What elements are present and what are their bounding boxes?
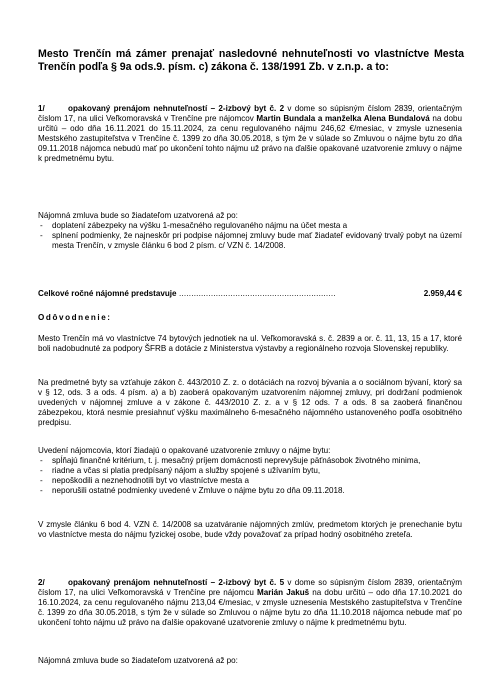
justification-p3-item: - neporušili ostatné podmienky uvedené v Zmluve o nájme bytu zo dňa 09.11.2018. — [52, 486, 462, 496]
justification-paragraph-3 — [38, 446, 462, 496]
item-1-number: 1/ — [38, 104, 45, 113]
justification-paragraph-4: V zmysle článku 6 bod 4. VZN č. 14/2008 sa uzatváranie nájomných zmlúv, predmetom ktorých je prenechanie bytu vo vlastníctve mesta do nájmu fyzickej osobe, bude vždy považovať za prípad hodný osobitného zreteľa. — [38, 520, 462, 540]
item-2-title: opakovaný prenájom nehnuteľností – 2-izbový byt č. 5 — [68, 578, 285, 587]
item-1-tenants: Martin Bundala a manželka Alena Bundalová — [256, 114, 430, 124]
item-2-number: 2/ — [38, 578, 45, 587]
item-1-total-label: Celkové ročné nájomné predstavuje — [38, 289, 177, 298]
justification-p3-item: - riadne a včas si platia predpísaný nájom a služby spojené s užívaním bytu, — [52, 466, 462, 476]
item-1-condition: - splnení podmienky, že najneskôr pri podpise nájomnej zmluvy bude mať žiadateľ evidovaný trvalý pobyt na území mesta Trenčín, v zmysle článku 6 bod 2 písm. c/ VZN č. 14/2008. — [52, 231, 462, 251]
justification-p3-intro: Uvedení nájomcovia, ktorí žiadajú o opakované uzatvorenie zmluvy o nájme bytu: — [38, 446, 331, 455]
justification-p3-item: - spĺňajú finančné kritérium, t. j. mesačný príjem domácnosti neprevyšuje päťnásobok životného minima, — [52, 456, 462, 466]
item-1-condition: - doplatení zábezpeky na výšku 1-mesačného regulovaného nájmu na účet mesta a — [52, 221, 462, 231]
item-1-text-b: na dobu určitú – odo dňa 16.11.2021 do 15.11.2024, za cenu regulovaného nájmu 246,62 €/mesiac, v zmysle uznesenia Mestského zastupiteľstva v Trenčíne č. 1399 zo dňa 30.05.2018, s tým že v súlade so Zmluvou o nájme bytu zo dňa 09.11.2018 nájomca nebudú mať po ukončení tohto nájmu už právo na ďalšie opakované uzatvorenie zmluvy o nájme k predmetnému bytu. — [38, 114, 462, 164]
item-2-conditions-intro: Nájomná zmluva bude so žiadateľom uzatvorená až po: — [38, 656, 238, 665]
item-2-tenant: Marián Jakuš — [257, 588, 310, 598]
document-heading: Mesto Trenčín má zámer prenajať nasledovné nehnuteľnosti vo vlastníctve Mesta Trenčín podľa § 9a ods.9. písm. c) zákona č. 138/1991 Zb. v z.n.p. a to: — [38, 48, 464, 73]
item-2-text-a: v dome so súpisným číslom 2839, orientačným číslom 17, na ulici Veľkomoravská v Trenčíne pre nájomcu — [38, 578, 462, 598]
justification-paragraph-1: Mesto Trenčín má vo vlastníctve 74 bytových jednotiek na ul. Veľkomoravská s. č. 2839 a or. č. 11, 13, 15 a 17, ktoré boli nadobudnuté za podpory ŠFRB a dotácie z Ministerstva výstavby a regionálneho rozvoja Slovenskej republiky. — [38, 334, 462, 354]
item-2-paragraph — [38, 578, 462, 628]
item-2-text-b: na dobu určitú – odo dňa 17.10.2021 do 16.10.2024, za cenu regulovaného nájmu 213,04 €/mesiac, v zmysle uznesenia Mestského zastupiteľstva v Trenčíne č. 1399 zo dňa 30.05.2018, s tým že v súlade so Zmluvou o nájme bytu zo dňa 11.10.2018 nájomca nebude mať po ukončení tohto nájmu už právo na ďalšie opakované uzatvorenie zmluvy o nájme k predmetnému bytu. — [38, 588, 463, 628]
item-1-total-value: 2.959,44 € — [423, 289, 462, 298]
justification-title: Odôvodnenie: — [38, 313, 112, 322]
item-1-conditions — [38, 211, 462, 251]
item-1-text-a: v dome so súpisným číslom 2839, orientačným číslom 17, na ulici Veľkomoravská v Trenčíne pre nájomcov — [38, 104, 462, 124]
justification-p3-item: - nepoškodili a neznehodnotili byt vo vlastníctve mesta a — [52, 476, 462, 486]
item-1-total-dots: ................................................................ — [176, 289, 336, 298]
justification-paragraph-2: Na predmetné byty sa vzťahuje zákon č. 443/2010 Z. z. o dotáciách na rozvoj bývania a o sociálnom bývaní, ktorý sa v § 12, ods. 3 a ods. 4 písm. a) a b) zaoberá opakovaným uzatvorením nájomnej zmluvy, pri dodržaní podmienok uvedených v nájomnej zmluve a v zákone č. 443/2010 Z. z. a v § 12 ods. 7 a ods. 8 sa zaoberá finančnou zábezpekou, ktorá nesmie presiahnuť výšku maximálneho 6-mesačného nájomného ustanoveného podľa osobitného predpisu. — [38, 378, 462, 428]
item-1-conditions-intro: Nájomná zmluva bude so žiadateľom uzatvorená až po: — [38, 211, 238, 220]
item-1-paragraph — [38, 104, 462, 165]
item-1-title: opakovaný prenájom nehnuteľností – 2-izbový byt č. 2 — [68, 104, 285, 113]
item-1-total-row — [38, 289, 462, 299]
